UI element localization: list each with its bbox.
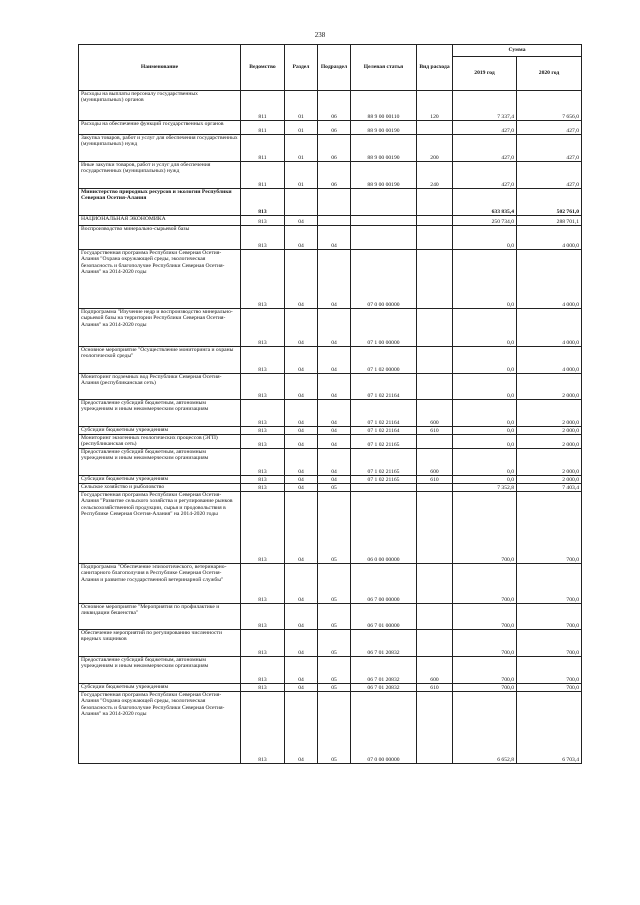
cell-2020: 4 000,0 bbox=[517, 250, 582, 309]
cell-vedomstvo: 813 bbox=[241, 435, 285, 449]
cell-2019: 0,0 bbox=[453, 374, 517, 400]
cell-vid bbox=[417, 604, 453, 630]
cell-razdel: 04 bbox=[285, 449, 318, 476]
cell-name: Закупка товаров, работ и услуг для обеспечения государственных (муниципальных) нужд bbox=[79, 135, 241, 162]
cell-target: 07 0 00 00000 bbox=[351, 250, 417, 309]
cell-name: Предоставление субсидий бюджетным, автономным учреждениям и иным некоммерческим организациям bbox=[79, 449, 241, 476]
cell-vid: 600 bbox=[417, 400, 453, 427]
header-vid: Вид расхода bbox=[417, 45, 453, 91]
cell-vedomstvo: 813 bbox=[241, 427, 285, 435]
cell-name: Мониторинг подземных вод Республики Северная Осетия-Алания (республиканская сеть) bbox=[79, 374, 241, 400]
cell-razdel: 04 bbox=[285, 492, 318, 564]
cell-podrazdel: 05 bbox=[318, 604, 351, 630]
cell-vedomstvo: 813 bbox=[241, 216, 285, 226]
cell-podrazdel: 06 bbox=[318, 162, 351, 189]
cell-razdel: 01 bbox=[285, 135, 318, 162]
cell-2020: 700,0 bbox=[517, 657, 582, 684]
header-podrazdel: Подраздел bbox=[318, 45, 351, 91]
cell-name: Субсидии бюджетным учреждениям bbox=[79, 476, 241, 484]
table-row bbox=[79, 427, 582, 435]
table-row bbox=[79, 435, 582, 449]
cell-2019: 700,0 bbox=[453, 630, 517, 657]
cell-2019: 0,0 bbox=[453, 435, 517, 449]
cell-2019: 0,0 bbox=[453, 449, 517, 476]
cell-vid bbox=[417, 309, 453, 347]
cell-target: 07 1 02 21165 bbox=[351, 435, 417, 449]
cell-name: Расходы на выплаты персоналу государственных (муниципальных) органов bbox=[79, 91, 241, 121]
table-row bbox=[79, 564, 582, 604]
cell-2020: 427,0 bbox=[517, 162, 582, 189]
cell-2020: 4 000,0 bbox=[517, 309, 582, 347]
table-row bbox=[79, 476, 582, 484]
table-row bbox=[79, 216, 582, 226]
cell-target: 07 1 02 21165 bbox=[351, 476, 417, 484]
table-row bbox=[79, 162, 582, 189]
cell-name: Воспроизводство минерально-сырьевой базы bbox=[79, 226, 241, 250]
cell-target: 06 7 01 20832 bbox=[351, 684, 417, 692]
cell-vid: 600 bbox=[417, 449, 453, 476]
cell-podrazdel: 04 bbox=[318, 427, 351, 435]
cell-razdel: 04 bbox=[285, 684, 318, 692]
cell-vid: 600 bbox=[417, 657, 453, 684]
cell-vedomstvo: 813 bbox=[241, 189, 285, 216]
cell-2019: 250 734,0 bbox=[453, 216, 517, 226]
cell-target: 06 7 01 20832 bbox=[351, 630, 417, 657]
table-row bbox=[79, 400, 582, 427]
cell-vid bbox=[417, 374, 453, 400]
header-summa: Сумма bbox=[453, 45, 582, 57]
cell-target: 07 1 02 21164 bbox=[351, 427, 417, 435]
cell-podrazdel: 04 bbox=[318, 226, 351, 250]
cell-2020: 2 000,0 bbox=[517, 449, 582, 476]
cell-podrazdel: 04 bbox=[318, 250, 351, 309]
cell-name: Субсидии бюджетным учреждениям bbox=[79, 427, 241, 435]
cell-vedomstvo: 811 bbox=[241, 162, 285, 189]
cell-vedomstvo: 813 bbox=[241, 684, 285, 692]
cell-name: Обеспечение мероприятий по регулированию численности вредных хищников bbox=[79, 630, 241, 657]
cell-vedomstvo: 811 bbox=[241, 135, 285, 162]
cell-target: 07 0 00 00000 bbox=[351, 692, 417, 764]
cell-podrazdel: 05 bbox=[318, 564, 351, 604]
cell-name: Подпрограмма "Изучение недр и воспроизводство минерально-сырьевой базы на территории Республики Северная Осетия-Алания" на 2014-2020 годы bbox=[79, 309, 241, 347]
cell-razdel: 01 bbox=[285, 162, 318, 189]
cell-2019: 700,0 bbox=[453, 684, 517, 692]
cell-podrazdel: 05 bbox=[318, 484, 351, 492]
cell-vid: 120 bbox=[417, 91, 453, 121]
cell-target: 07 1 02 21165 bbox=[351, 449, 417, 476]
table-row bbox=[79, 309, 582, 347]
cell-vid bbox=[417, 630, 453, 657]
cell-podrazdel bbox=[318, 216, 351, 226]
cell-vid: 610 bbox=[417, 684, 453, 692]
cell-podrazdel: 05 bbox=[318, 684, 351, 692]
table-row bbox=[79, 692, 582, 764]
cell-razdel: 04 bbox=[285, 374, 318, 400]
cell-2019: 700,0 bbox=[453, 564, 517, 604]
cell-vid bbox=[417, 492, 453, 564]
table-row bbox=[79, 484, 582, 492]
cell-razdel: 04 bbox=[285, 604, 318, 630]
cell-target: 06 7 00 00000 bbox=[351, 564, 417, 604]
table-row bbox=[79, 226, 582, 250]
cell-razdel: 04 bbox=[285, 226, 318, 250]
cell-target bbox=[351, 226, 417, 250]
cell-name: Мониторинг экзогенных геологических процессов (ЭГП) (республиканская сеть) bbox=[79, 435, 241, 449]
cell-podrazdel: 04 bbox=[318, 309, 351, 347]
cell-podrazdel: 04 bbox=[318, 449, 351, 476]
cell-razdel: 04 bbox=[285, 657, 318, 684]
budget-table bbox=[78, 44, 582, 764]
cell-name: Подпрограмма "Обеспечение эпизоотического, ветеринарно-санитарного благополучия в Республике Северная Осетия-Алания и развитие государственной ветеринарной службы" bbox=[79, 564, 241, 604]
cell-vid bbox=[417, 692, 453, 764]
cell-vedomstvo: 813 bbox=[241, 347, 285, 374]
cell-razdel: 04 bbox=[285, 309, 318, 347]
cell-vedomstvo: 811 bbox=[241, 121, 285, 135]
header-vedomstvo: Ведомство bbox=[241, 45, 285, 91]
cell-2019: 700,0 bbox=[453, 657, 517, 684]
cell-vedomstvo: 813 bbox=[241, 692, 285, 764]
cell-2019: 0,0 bbox=[453, 476, 517, 484]
cell-vedomstvo: 813 bbox=[241, 630, 285, 657]
cell-2019: 0,0 bbox=[453, 309, 517, 347]
cell-name: Министерство природных ресурсов и экологии Республики Северная Осетия-Алания bbox=[79, 189, 241, 216]
cell-razdel: 04 bbox=[285, 400, 318, 427]
cell-podrazdel bbox=[318, 189, 351, 216]
cell-target: 06 0 00 00000 bbox=[351, 492, 417, 564]
cell-target bbox=[351, 484, 417, 492]
cell-name: Государственная программа Республики Северная Осетия-Алания "Охрана окружающей среды, экологическая безопасность и благополучие Республики Северная Осетия-Алания" на 2014-2020 годы bbox=[79, 692, 241, 764]
cell-2019: 0,0 bbox=[453, 400, 517, 427]
cell-2019: 0,0 bbox=[453, 250, 517, 309]
cell-name: Сельское хозяйство и рыболовство bbox=[79, 484, 241, 492]
cell-name: Основное мероприятие "Мероприятия по профилактике и ликвидации бешенства" bbox=[79, 604, 241, 630]
cell-razdel: 04 bbox=[285, 484, 318, 492]
cell-target: 88 9 00 00110 bbox=[351, 91, 417, 121]
table-row bbox=[79, 604, 582, 630]
cell-target: 06 7 01 20832 bbox=[351, 657, 417, 684]
cell-name: НАЦИОНАЛЬНАЯ ЭКОНОМИКА bbox=[79, 216, 241, 226]
cell-vid bbox=[417, 484, 453, 492]
cell-2019: 7 352,8 bbox=[453, 484, 517, 492]
cell-2019: 700,0 bbox=[453, 604, 517, 630]
cell-razdel: 04 bbox=[285, 347, 318, 374]
cell-2020: 2 000,0 bbox=[517, 374, 582, 400]
cell-vid bbox=[417, 347, 453, 374]
table-row bbox=[79, 492, 582, 564]
cell-podrazdel: 06 bbox=[318, 91, 351, 121]
header-razdel: Раздел bbox=[285, 45, 318, 91]
cell-name: Государственная программа Республики Северная Осетия-Алания "Охрана окружающей среды, экологическая безопасность и благополучие Республики Северная Осетия-Алания" на 2014-2020 годы bbox=[79, 250, 241, 309]
cell-vid: 610 bbox=[417, 476, 453, 484]
table-row bbox=[79, 250, 582, 309]
header-2020: 2020 год bbox=[517, 57, 582, 91]
cell-target bbox=[351, 189, 417, 216]
cell-name: Расходы на обеспечение функций государственных органов bbox=[79, 121, 241, 135]
cell-name: Государственная программа Республики Северная Осетия-Алания "Развитие сельского хозяйства и регулирование рынков сельскохозяйственной продукции, сырья и продовольствия в Республике Северная Осетия-Алания" на 2014-2020 годы bbox=[79, 492, 241, 564]
cell-name: Субсидии бюджетным учреждениям bbox=[79, 684, 241, 692]
cell-2019: 6 652,8 bbox=[453, 692, 517, 764]
cell-target: 07 1 02 00000 bbox=[351, 347, 417, 374]
cell-vedomstvo: 813 bbox=[241, 309, 285, 347]
cell-vedomstvo: 813 bbox=[241, 449, 285, 476]
cell-2020: 427,0 bbox=[517, 121, 582, 135]
table-row bbox=[79, 684, 582, 692]
cell-2020: 4 000,0 bbox=[517, 347, 582, 374]
cell-podrazdel: 05 bbox=[318, 692, 351, 764]
cell-vid bbox=[417, 564, 453, 604]
cell-razdel: 04 bbox=[285, 427, 318, 435]
cell-2020: 700,0 bbox=[517, 684, 582, 692]
cell-2020: 502 761,0 bbox=[517, 189, 582, 216]
cell-razdel: 01 bbox=[285, 91, 318, 121]
cell-podrazdel: 06 bbox=[318, 135, 351, 162]
cell-target: 06 7 01 00000 bbox=[351, 604, 417, 630]
cell-razdel: 04 bbox=[285, 564, 318, 604]
cell-vedomstvo: 811 bbox=[241, 91, 285, 121]
cell-podrazdel: 04 bbox=[318, 435, 351, 449]
cell-podrazdel: 05 bbox=[318, 630, 351, 657]
cell-target: 88 9 00 00190 bbox=[351, 135, 417, 162]
cell-2019: 7 337,4 bbox=[453, 91, 517, 121]
cell-2020: 2 000,0 bbox=[517, 435, 582, 449]
cell-razdel: 04 bbox=[285, 216, 318, 226]
table-row bbox=[79, 657, 582, 684]
cell-vid bbox=[417, 121, 453, 135]
cell-2020: 288 701,1 bbox=[517, 216, 582, 226]
header-name: Наименование bbox=[79, 45, 241, 91]
cell-razdel: 04 bbox=[285, 250, 318, 309]
cell-2020: 2 000,0 bbox=[517, 476, 582, 484]
cell-podrazdel: 04 bbox=[318, 400, 351, 427]
cell-2020: 700,0 bbox=[517, 564, 582, 604]
table-row bbox=[79, 347, 582, 374]
cell-razdel: 04 bbox=[285, 435, 318, 449]
cell-vedomstvo: 813 bbox=[241, 484, 285, 492]
cell-name: Предоставление субсидий бюджетным, автономным учреждениям и иным некоммерческим организациям bbox=[79, 400, 241, 427]
table-row bbox=[79, 449, 582, 476]
cell-target bbox=[351, 216, 417, 226]
cell-vid bbox=[417, 216, 453, 226]
cell-vedomstvo: 813 bbox=[241, 657, 285, 684]
cell-name: Основное мероприятие "Осуществление мониторинга и охраны геологической среды" bbox=[79, 347, 241, 374]
table-row bbox=[79, 121, 582, 135]
cell-vid bbox=[417, 250, 453, 309]
cell-2019: 0,0 bbox=[453, 347, 517, 374]
cell-2019: 0,0 bbox=[453, 226, 517, 250]
cell-name: Иные закупки товаров, работ и услуг для обеспечения государственных (муниципальных) нужд bbox=[79, 162, 241, 189]
cell-vid bbox=[417, 435, 453, 449]
cell-podrazdel: 05 bbox=[318, 657, 351, 684]
cell-vedomstvo: 813 bbox=[241, 604, 285, 630]
cell-2019: 633 835,4 bbox=[453, 189, 517, 216]
cell-vid bbox=[417, 226, 453, 250]
cell-vid bbox=[417, 189, 453, 216]
cell-vedomstvo: 813 bbox=[241, 374, 285, 400]
cell-target: 07 1 02 21164 bbox=[351, 400, 417, 427]
cell-podrazdel: 05 bbox=[318, 492, 351, 564]
cell-2020: 7 656,0 bbox=[517, 91, 582, 121]
cell-2020: 4 000,0 bbox=[517, 226, 582, 250]
cell-podrazdel: 06 bbox=[318, 121, 351, 135]
cell-vid: 200 bbox=[417, 135, 453, 162]
cell-vedomstvo: 813 bbox=[241, 564, 285, 604]
cell-razdel bbox=[285, 189, 318, 216]
cell-razdel: 01 bbox=[285, 121, 318, 135]
page-number: 238 bbox=[314, 31, 326, 39]
cell-2020: 6 703,4 bbox=[517, 692, 582, 764]
table-row bbox=[79, 374, 582, 400]
cell-vedomstvo: 813 bbox=[241, 226, 285, 250]
cell-vid: 240 bbox=[417, 162, 453, 189]
cell-target: 88 9 00 00190 bbox=[351, 162, 417, 189]
cell-vedomstvo: 813 bbox=[241, 476, 285, 484]
cell-podrazdel: 04 bbox=[318, 476, 351, 484]
cell-2019: 0,0 bbox=[453, 427, 517, 435]
cell-target: 07 1 00 00000 bbox=[351, 309, 417, 347]
cell-target: 88 9 00 00190 bbox=[351, 121, 417, 135]
cell-2020: 427,0 bbox=[517, 135, 582, 162]
table-row bbox=[79, 91, 582, 121]
cell-target: 07 1 02 21164 bbox=[351, 374, 417, 400]
cell-2020: 700,0 bbox=[517, 492, 582, 564]
table-row bbox=[79, 135, 582, 162]
cell-name: Предоставление субсидий бюджетным, автономным учреждениям и иным некоммерческим организациям bbox=[79, 657, 241, 684]
cell-razdel: 04 bbox=[285, 630, 318, 657]
cell-razdel: 04 bbox=[285, 692, 318, 764]
cell-2019: 427,0 bbox=[453, 121, 517, 135]
cell-vedomstvo: 813 bbox=[241, 250, 285, 309]
cell-2020: 2 000,0 bbox=[517, 427, 582, 435]
table-row bbox=[79, 630, 582, 657]
header-2019: 2019 год bbox=[453, 57, 517, 91]
cell-2020: 7 403,4 bbox=[517, 484, 582, 492]
table-row bbox=[79, 189, 582, 216]
cell-podrazdel: 04 bbox=[318, 374, 351, 400]
cell-vid: 610 bbox=[417, 427, 453, 435]
cell-podrazdel: 04 bbox=[318, 347, 351, 374]
cell-2019: 427,0 bbox=[453, 162, 517, 189]
cell-2020: 2 000,0 bbox=[517, 400, 582, 427]
cell-2020: 700,0 bbox=[517, 604, 582, 630]
cell-vedomstvo: 813 bbox=[241, 492, 285, 564]
header-target: Целевая статья bbox=[351, 45, 417, 91]
cell-2020: 700,0 bbox=[517, 630, 582, 657]
cell-2019: 427,0 bbox=[453, 135, 517, 162]
cell-razdel: 04 bbox=[285, 476, 318, 484]
cell-2019: 700,0 bbox=[453, 492, 517, 564]
cell-vedomstvo: 813 bbox=[241, 400, 285, 427]
